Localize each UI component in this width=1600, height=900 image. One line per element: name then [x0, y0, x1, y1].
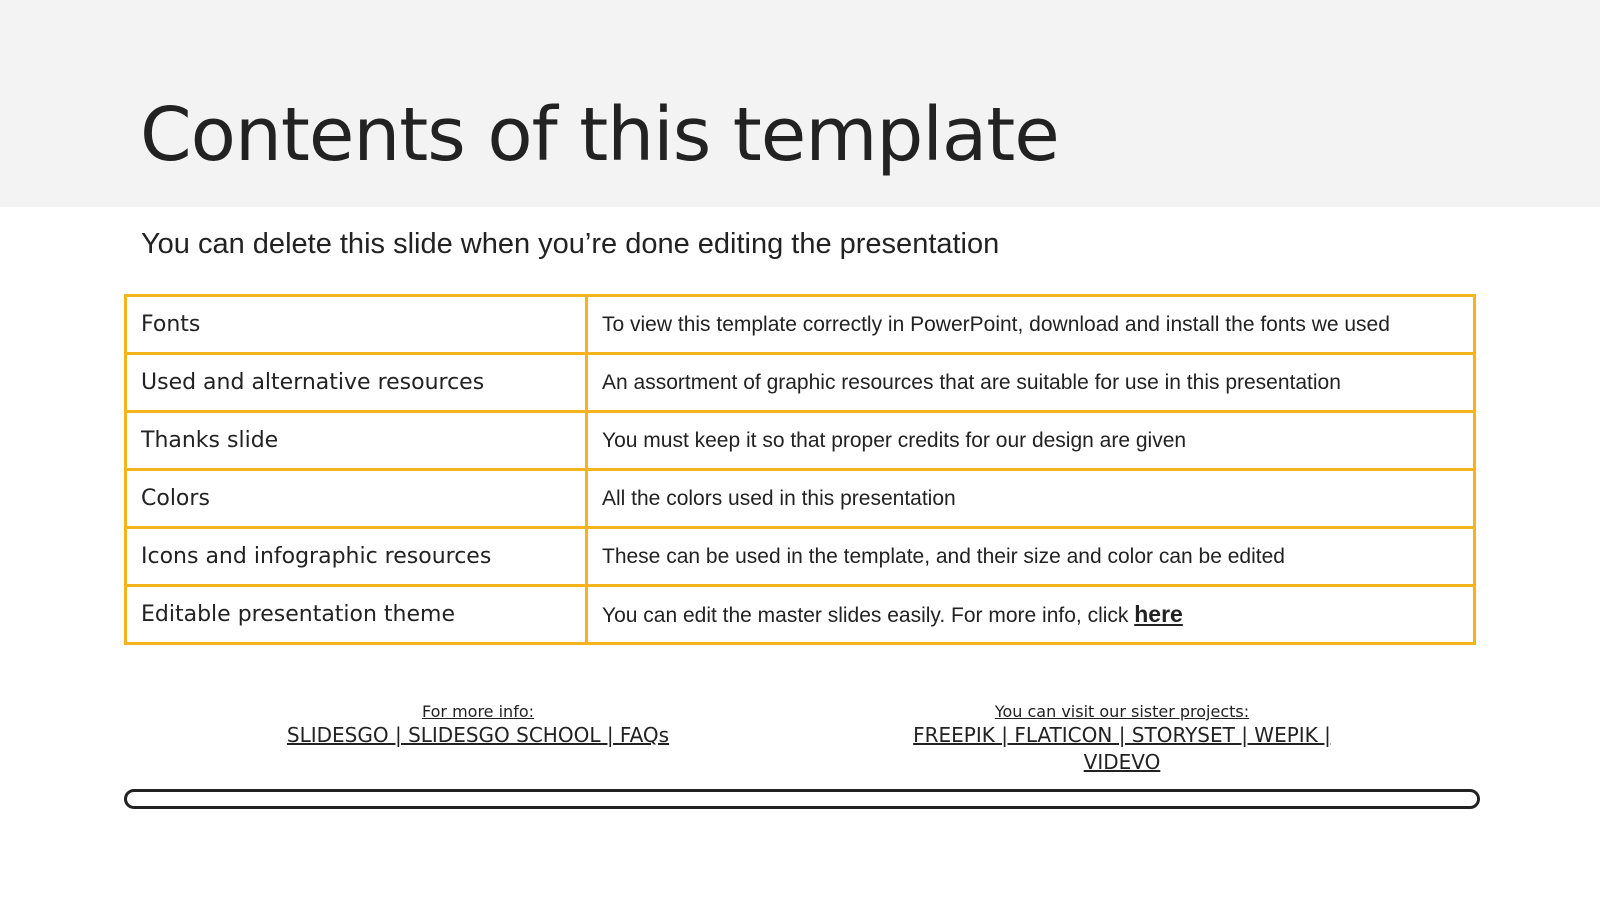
footer-more-info: [228, 702, 728, 749]
contents-table: [124, 294, 1476, 645]
table-row: [126, 528, 1475, 586]
footer-sister-links-line1[interactable]: FREEPIK | FLATICON | STORYSET | WEPIK |: [913, 723, 1331, 747]
row-label-icons: Icons and infographic resources: [126, 528, 587, 586]
slide-title: Contents of this template: [140, 92, 1059, 178]
footer-slidesgo-links[interactable]: SLIDESGO | SLIDESGO SCHOOL | FAQs: [286, 723, 670, 747]
table-row: [126, 470, 1475, 528]
row-description-colors: All the colors used in this presentation: [587, 470, 1475, 528]
row-label-fonts: Fonts: [126, 296, 587, 354]
table-row: [126, 354, 1475, 412]
footer-sister-projects: [872, 702, 1372, 776]
row-description-resources: An assortment of graphic resources that are suitable for use in this presentation: [587, 354, 1475, 412]
here-link[interactable]: here: [1134, 601, 1183, 627]
footer-sister-links-line2[interactable]: VIDEVO: [1083, 750, 1161, 774]
footer-more-info-caption: For more info:: [421, 702, 534, 721]
row-description-theme-text: You can edit the master slides easily. For more info, click: [602, 604, 1135, 627]
decorative-pill-bar: [124, 789, 1480, 809]
row-label-thanks: Thanks slide: [126, 412, 587, 470]
footer-sister-projects-caption: You can visit our sister projects:: [994, 702, 1250, 721]
row-label-resources: Used and alternative resources: [126, 354, 587, 412]
row-description-icons: These can be used in the template, and their size and color can be edited: [587, 528, 1475, 586]
table-row: [126, 412, 1475, 470]
table-row: [126, 296, 1475, 354]
table-row: [126, 586, 1475, 644]
row-description-thanks: You must keep it so that proper credits for our design are given: [587, 412, 1475, 470]
row-description-fonts: To view this template correctly in PowerPoint, download and install the fonts we used: [587, 296, 1475, 354]
row-label-theme: Editable presentation theme: [126, 586, 587, 644]
row-description-theme: [587, 586, 1475, 644]
row-label-colors: Colors: [126, 470, 587, 528]
slide-subtitle: You can delete this slide when you’re done editing the presentation: [141, 228, 1000, 260]
